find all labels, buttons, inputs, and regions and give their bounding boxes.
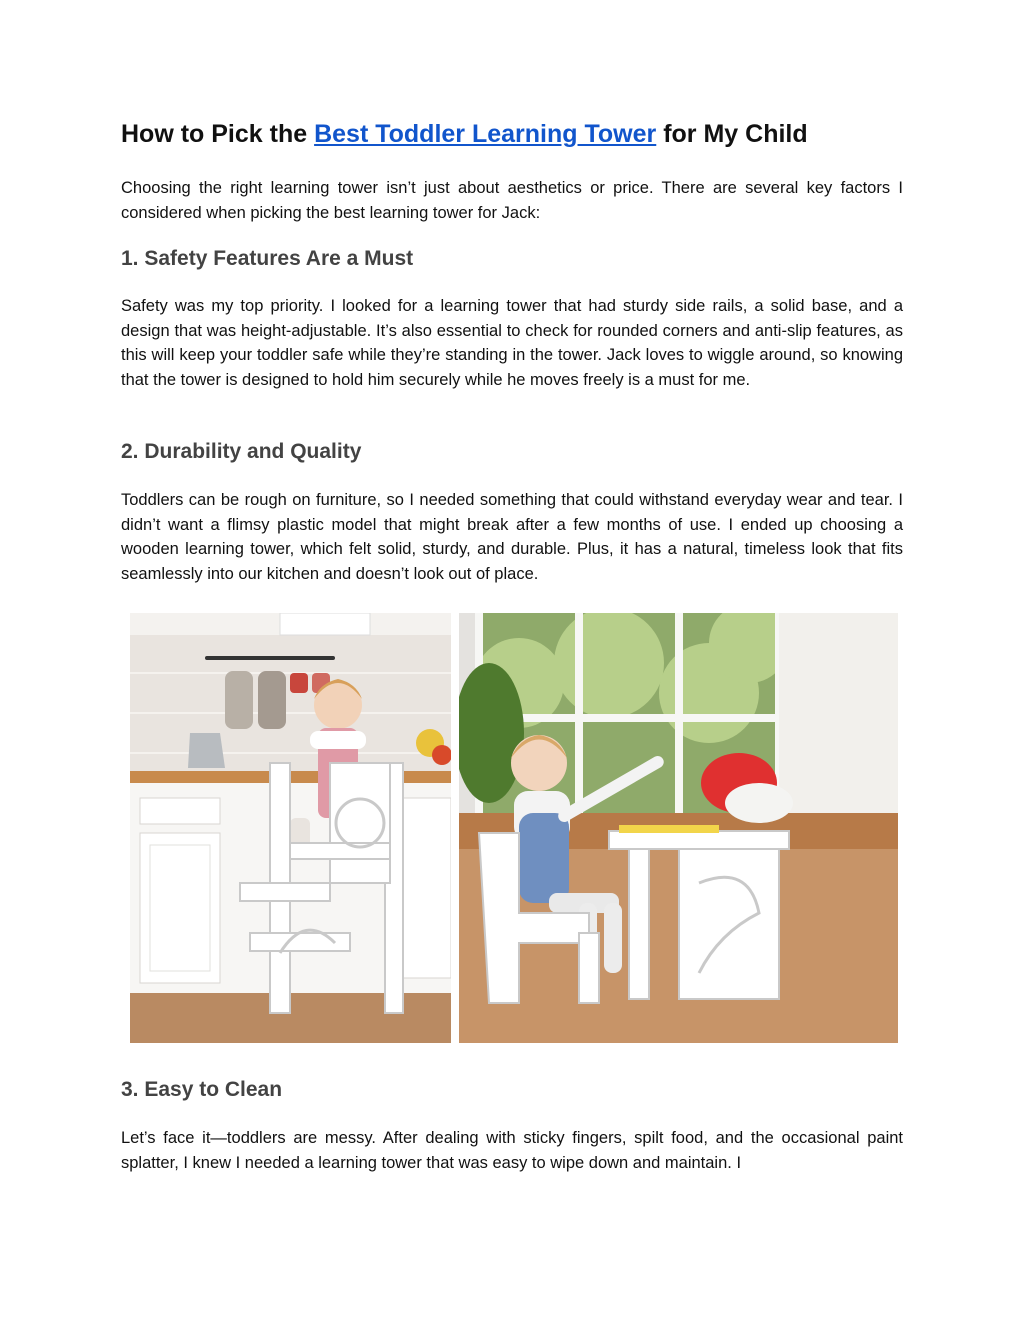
section-body-safety: Safety was my top priority. I looked for a learning tower that had sturdy side rails, a solid base, and a design that was height-adjustable. It’s also essential to check for rounded corners and anti-slip features, as this will keep your toddler safe while they’re standing in the tower. Jack loves to wiggle around, so knowing that the tower is designed to hold him securely while he moves freely is a must for me. bbox=[121, 297, 903, 389]
section-body-cleaning: Let’s face it—toddlers are messy. After dealing with sticky fingers, spilt food, and the occasional paint splatter, I knew I needed a learning tower that was easy to wipe down and maintain. I bbox=[121, 1129, 903, 1172]
page-title bbox=[121, 120, 808, 149]
section-body-durability: Toddlers can be rough on furniture, so I needed something that could withstand everyday wear and tear. I didn’t want a flimsy plastic model that might break after a few months of use. I ended up choosing a wooden learning tower, which felt solid, sturdy, and durable. Plus, it has a natural, timeless look that fits seamlessly into our kitchen and doesn’t look out of place. bbox=[121, 491, 903, 583]
section-heading-durability: 2. Durability and Quality bbox=[121, 440, 362, 463]
section-heading-cleaning: 3. Easy to Clean bbox=[121, 1078, 283, 1101]
title-prefix: How to Pick the bbox=[121, 120, 315, 148]
kitchen-tower-photo bbox=[130, 613, 451, 1043]
title-suffix: for My Child bbox=[656, 120, 808, 148]
intro-paragraph: Choosing the right learning tower isn’t just about aesthetics or price. There are several key factors I considered when picking the best learning tower for Jack: bbox=[121, 179, 903, 222]
best-toddler-learning-tower-link[interactable]: Best Toddler Learning Tower bbox=[314, 120, 657, 148]
product-photos bbox=[130, 613, 898, 1043]
section-heading-safety: 1. Safety Features Are a Must bbox=[121, 247, 414, 270]
desk-tower-photo bbox=[459, 613, 898, 1043]
